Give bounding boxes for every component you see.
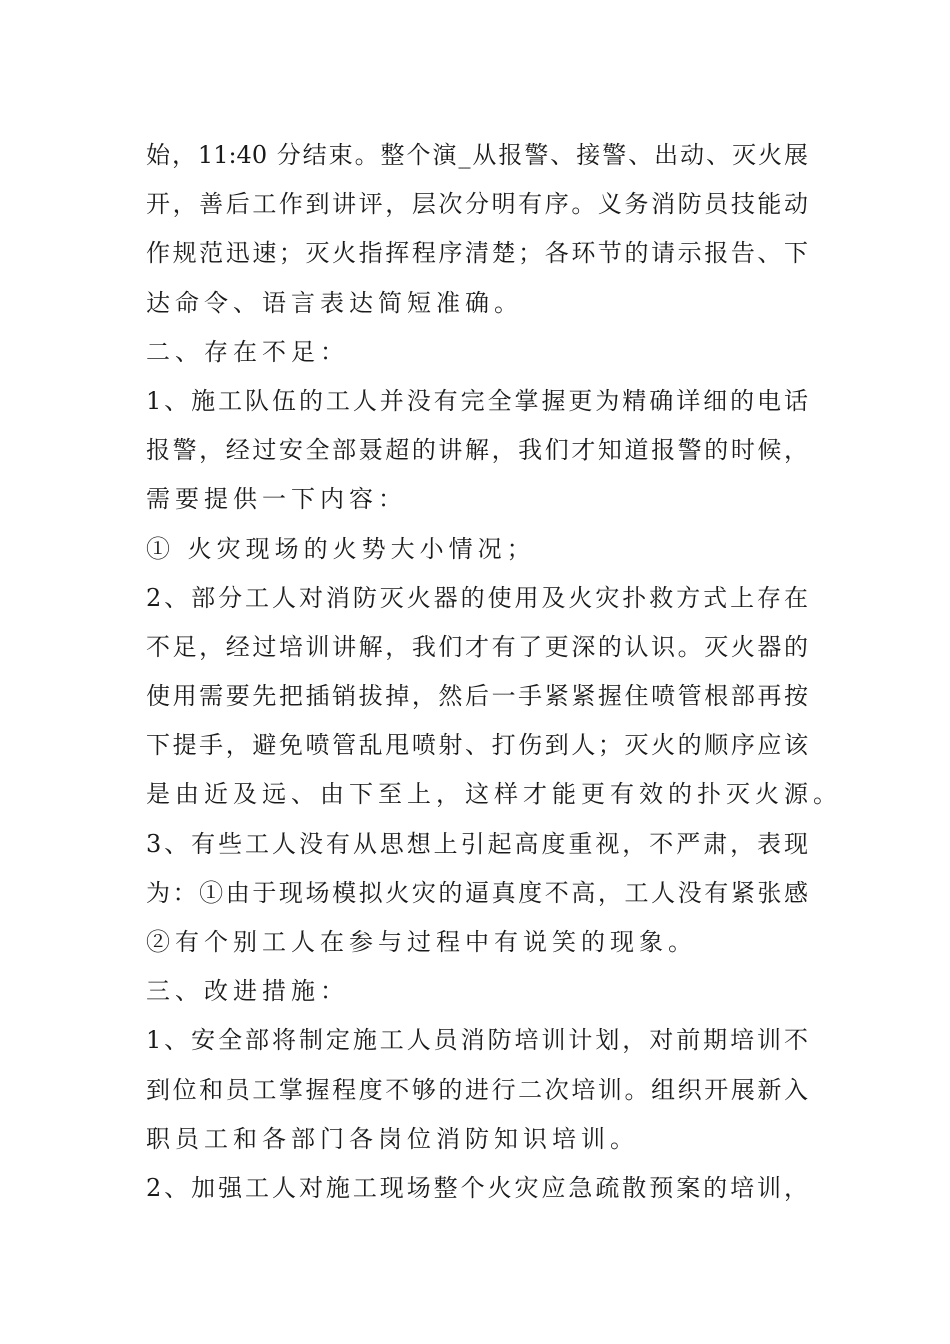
paragraph-line: 1、施工队伍的工人并没有完全掌握更为精确详细的电话 (146, 386, 808, 415)
paragraph-line: 报警，经过安全部聂超的讲解，我们才知道报警的时候， (146, 436, 808, 465)
paragraph-line: 到位和员工掌握程度不够的进行二次培训。组织开展新入 (146, 1075, 808, 1104)
document-body (146, 131, 842, 1213)
paragraph-line: 3、有些工人没有从思想上引起高度重视，不严肃，表现 (146, 829, 808, 858)
paragraph-line: 使用需要先把插销拔掉，然后一手紧紧握住喷管根部再按 (146, 682, 808, 711)
section-heading: 三、改进措施： (146, 977, 349, 1006)
paragraph-line: 下提手，避免喷管乱甩喷射、打伤到人；灭火的顺序应该 (146, 731, 808, 760)
paragraph-line: 达命令、语言表达简短准确。 (146, 288, 523, 317)
paragraph-line: 始，11:40 分结束。整个演_从报警、接警、出动、灭火展 (146, 141, 808, 169)
paragraph-line: 是由近及远、由下至上，这样才能更有效的扑灭火源。 (146, 780, 842, 809)
section-heading: 二、存在不足： (146, 337, 349, 366)
paragraph-line: 开，善后工作到讲评，层次分明有序。义务消防员技能动 (146, 190, 808, 219)
paragraph-line: ②有个别工人在参与过程中有说笑的现象。 (146, 928, 697, 956)
paragraph-line: 2、加强工人对施工现场整个火灾应急疏散预案的培训， (146, 1173, 808, 1202)
paragraph-line: 1、安全部将制定施工人员消防培训计划，对前期培训不 (146, 1026, 808, 1055)
paragraph-line: 职员工和各部门各岗位消防知识培训。 (146, 1124, 639, 1153)
paragraph-line: 需要提供一下内容： (146, 485, 407, 514)
paragraph-line: 为：①由于现场模拟火灾的逼真度不高，工人没有紧张感 (146, 878, 808, 907)
paragraph-line: 2、部分工人对消防灭火器的使用及火灾扑救方式上存在 (146, 583, 808, 612)
paragraph-line: 作规范迅速；灭火指挥程序清楚；各环节的请示报告、下 (146, 239, 808, 268)
paragraph-line: 不足，经过培训讲解，我们才有了更深的认识。灭火器的 (146, 632, 808, 661)
list-item: ① 火灾现场的火势大小情况； (146, 534, 536, 563)
